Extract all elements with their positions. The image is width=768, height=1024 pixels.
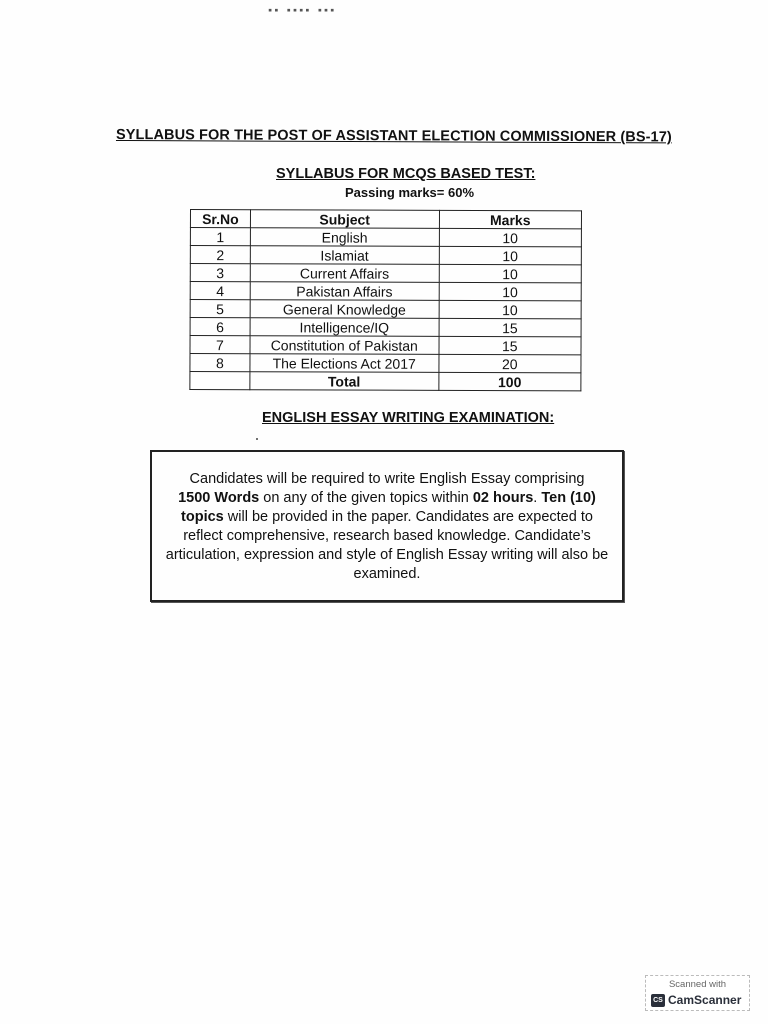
table-row [190, 336, 581, 355]
header-subject: Subject [250, 210, 439, 229]
watermark-brand-name: CamScanner [668, 993, 742, 1007]
row-subject: General Knowledge [250, 300, 439, 319]
mcq-section-title: SYLLABUS FOR MCQS BASED TEST: [276, 166, 536, 182]
total-empty-cell [190, 372, 250, 390]
scan-artifact-marks: ▪▪ ▪▪▪▪ ▪▪▪ [268, 6, 337, 14]
table-header-row [190, 210, 581, 229]
essay-instructions-text [160, 470, 614, 584]
watermark-scanned-with: Scanned with [668, 979, 727, 990]
essay-text-part: Candidates will be required to write English Essay comprising [189, 471, 585, 487]
row-subject: Pakistan Affairs [250, 282, 439, 301]
row-sr-no: 2 [190, 246, 250, 264]
row-subject: The Elections Act 2017 [250, 354, 439, 373]
essay-text-part: will be provided in the paper. Candidates are expected to reflect comprehensive, research based knowledge. Candidate’s articulation, expression and style of English Essay writing will also be examined. [165, 509, 609, 582]
row-marks: 10 [439, 246, 581, 264]
table-total-row [190, 372, 581, 391]
camscanner-watermark [645, 975, 750, 1011]
passing-marks: Passing marks= 60% [345, 185, 474, 200]
row-subject: English [250, 228, 439, 247]
header-sr-no: Sr.No [190, 210, 250, 228]
table-row [190, 246, 581, 265]
essay-word-count: 1500 Words [178, 490, 260, 506]
row-sr-no: 5 [190, 300, 250, 318]
row-subject: Intelligence/IQ [250, 318, 439, 337]
row-marks: 20 [439, 354, 581, 372]
essay-section-title: ENGLISH ESSAY WRITING EXAMINATION: [262, 410, 555, 426]
row-sr-no: 1 [190, 228, 250, 246]
row-subject: Islamiat [250, 246, 439, 265]
row-sr-no: 4 [190, 282, 250, 300]
table-row [190, 228, 581, 247]
row-marks: 15 [439, 318, 581, 336]
camscanner-logo-icon: CS [651, 994, 665, 1007]
essay-duration: 02 hours [472, 490, 534, 506]
row-marks: 10 [439, 228, 581, 246]
total-label: Total [250, 372, 439, 391]
essay-instructions-box [150, 450, 624, 602]
row-marks: 10 [439, 264, 581, 282]
row-marks: 10 [439, 282, 581, 300]
header-marks: Marks [439, 210, 581, 228]
row-marks: 10 [439, 300, 581, 318]
row-subject: Constitution of Pakistan [250, 336, 439, 355]
table-row [190, 264, 581, 283]
row-sr-no: 7 [190, 336, 250, 354]
row-sr-no: 3 [190, 264, 250, 282]
document-title: SYLLABUS FOR THE POST OF ASSISTANT ELECTION COMMISSIONER (BS-17) [115, 127, 672, 146]
table-row [190, 354, 581, 373]
essay-text-part: on any of the given topics within [259, 490, 473, 506]
row-subject: Current Affairs [250, 264, 439, 283]
essay-topic-count: Ten (10) topics [181, 490, 596, 525]
row-sr-no: 6 [190, 318, 250, 336]
table-row [190, 318, 581, 337]
row-marks: 15 [439, 336, 581, 354]
table-row [190, 282, 581, 301]
table-row [190, 300, 581, 319]
essay-text-part: . [533, 490, 542, 506]
scan-speck [256, 438, 258, 440]
syllabus-table [189, 209, 582, 391]
total-value: 100 [438, 372, 580, 390]
row-sr-no: 8 [190, 354, 250, 372]
